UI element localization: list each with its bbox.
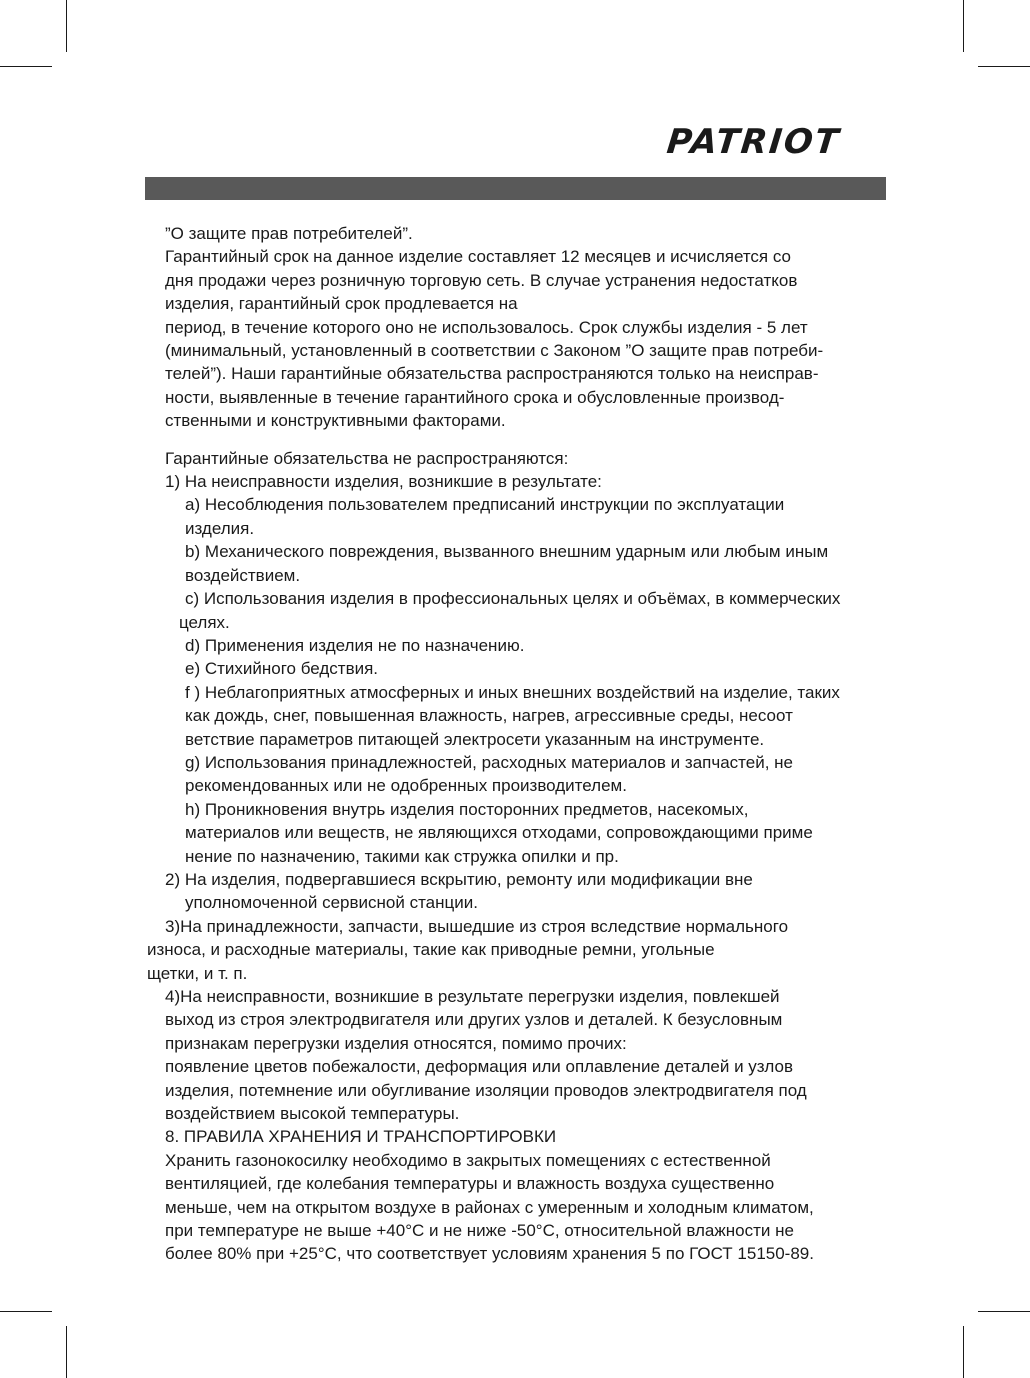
crop-mark-top-right-h bbox=[978, 66, 1030, 67]
text-line: ности, выявленные в течение гарантийного срока и обусловленные производ- bbox=[165, 387, 785, 407]
list-item-4: 4)На неисправности, возникшие в результате перегрузки изделия, повлекшей bbox=[165, 987, 780, 1006]
sub-item-h-cont: нение по назначению, такими как стружка опилки и пр. bbox=[185, 846, 619, 866]
exclusions-list bbox=[147, 447, 885, 1126]
text-line: вентиляцией, где колебания температуры и влажность воздуха существенно bbox=[165, 1174, 775, 1194]
sub-item-f: f ) Неблагоприятных атмосферных и иных внешних воздействий на изделие, таких bbox=[185, 682, 840, 702]
crop-mark-bottom-left-v bbox=[66, 1326, 67, 1378]
list-item-4-cont: признакам перегрузки изделия относятся, помимо прочих: bbox=[165, 1033, 627, 1053]
list-item-2: 2) На изделия, подвергавшиеся вскрытию, ремонту или модификации вне bbox=[165, 869, 753, 889]
text-line: телей”). Наши гарантийные обязательства распространяются только на неисправ- bbox=[165, 364, 819, 384]
text-line: период, в течение которого оно не использовалось. Срок службы изделия - 5 лет bbox=[165, 317, 808, 337]
text-line: (минимальный, установленный в соответствии с Законом ”О защите прав потреби- bbox=[165, 341, 824, 361]
sub-item-f-cont: как дождь, снег, повышенная влажность, нагрев, агрессивные среды, несоот bbox=[185, 706, 793, 726]
section-title: 8. ПРАВИЛА ХРАНЕНИЯ И ТРАНСПОРТИРОВКИ bbox=[165, 1127, 557, 1147]
list-item-1: 1) На неисправности изделия, возникшие в результате: bbox=[165, 472, 602, 492]
text-line: Хранить газонокосилку необходимо в закрытых помещениях с естественной bbox=[165, 1150, 771, 1170]
sub-item-b: b) Механического повреждения, вызванного внешним ударным или любым иным bbox=[185, 542, 829, 562]
spacer bbox=[165, 433, 885, 447]
document-body bbox=[147, 222, 885, 1266]
exclusions-heading: Гарантийные обязательства не распространяются: bbox=[165, 448, 569, 468]
list-item-3-cont: щетки, и т. п. bbox=[147, 963, 248, 983]
sub-item-h: h) Проникновения внутрь изделия посторонних предметов, насекомых, bbox=[185, 799, 749, 819]
text-line: ”О защите прав потребителей”. bbox=[165, 224, 413, 243]
text-line: ственными и конструктивными факторами. bbox=[165, 411, 506, 431]
sub-item-d: d) Применения изделия не по назначению. bbox=[185, 635, 525, 655]
sub-item-c-cont: целях. bbox=[179, 612, 230, 632]
sub-item-a-cont: изделия. bbox=[185, 518, 255, 538]
text-line: при температуре не выше +40°С и не ниже -50°С, относительной влажности не bbox=[165, 1221, 794, 1241]
sub-item-a: а) Несоблюдения пользователем предписаний инструкции по эксплуатации bbox=[185, 495, 785, 515]
header-bar bbox=[145, 177, 886, 200]
list-item-4-cont: изделия, потемнение или обугливание изоляции проводов электродвигателя под bbox=[165, 1080, 807, 1100]
sub-item-e: е) Стихийного бедствия. bbox=[185, 659, 379, 679]
list-item-4-cont: воздействием высокой температуры. bbox=[165, 1104, 460, 1124]
list-item-3-cont: износа, и расходные материалы, такие как приводные ремни, угольные bbox=[147, 940, 715, 960]
sub-item-b-cont: воздействием. bbox=[185, 565, 301, 585]
sub-item-f-cont: ветствие параметров питающей электросети указанным на инструменте. bbox=[185, 729, 765, 749]
text-line: дня продажи через розничную торговую сеть. В случае устранения недостатков bbox=[165, 270, 798, 290]
sub-item-c: с) Использования изделия в профессиональных целях и объёмах, в коммерческих bbox=[185, 589, 841, 609]
text-line: изделия, гарантийный срок продлевается на bbox=[165, 294, 518, 314]
section-storage bbox=[165, 1125, 885, 1265]
sub-item-g-cont: рекомендованных или не одобренных производителем. bbox=[185, 776, 627, 796]
sub-item-h-cont: материалов или веществ, не являющихся отходами, сопровождающими приме bbox=[185, 823, 813, 843]
list-item-3: 3)На принадлежности, запчасти, вышедшие из строя вследствие нормального bbox=[165, 916, 789, 936]
crop-mark-bottom-right-h bbox=[978, 1311, 1030, 1312]
crop-mark-top-left-v bbox=[66, 0, 67, 52]
list-item-4-cont: появление цветов побежалости, деформация или оплавление деталей и узлов bbox=[165, 1057, 793, 1077]
text-line: Гарантийный срок на данное изделие составляет 12 месяцев и исчисляется со bbox=[165, 247, 792, 267]
text-line: более 80% при +25°С, что соответствует условиям хранения 5 по ГОСТ 15150-89. bbox=[165, 1244, 814, 1264]
list-item-2-cont: уполномоченной сервисной станции. bbox=[185, 893, 478, 913]
sub-item-g: g) Использования принадлежностей, расходных материалов и запчастей, не bbox=[185, 752, 794, 772]
text-line: меньше, чем на открытом воздухе в районах с умеренным и холодным климатом, bbox=[165, 1197, 814, 1217]
crop-mark-top-right-v bbox=[963, 0, 964, 52]
crop-mark-top-left-h bbox=[0, 66, 52, 67]
crop-mark-bottom-left-h bbox=[0, 1311, 52, 1312]
paragraph-warranty-term bbox=[165, 222, 885, 433]
list-item-4-cont: выход из строя электродвигателя или других узлов и деталей. К безусловным bbox=[165, 1010, 783, 1030]
crop-mark-bottom-right-v bbox=[963, 1326, 964, 1378]
brand-logo: PATRIOT bbox=[664, 122, 843, 162]
